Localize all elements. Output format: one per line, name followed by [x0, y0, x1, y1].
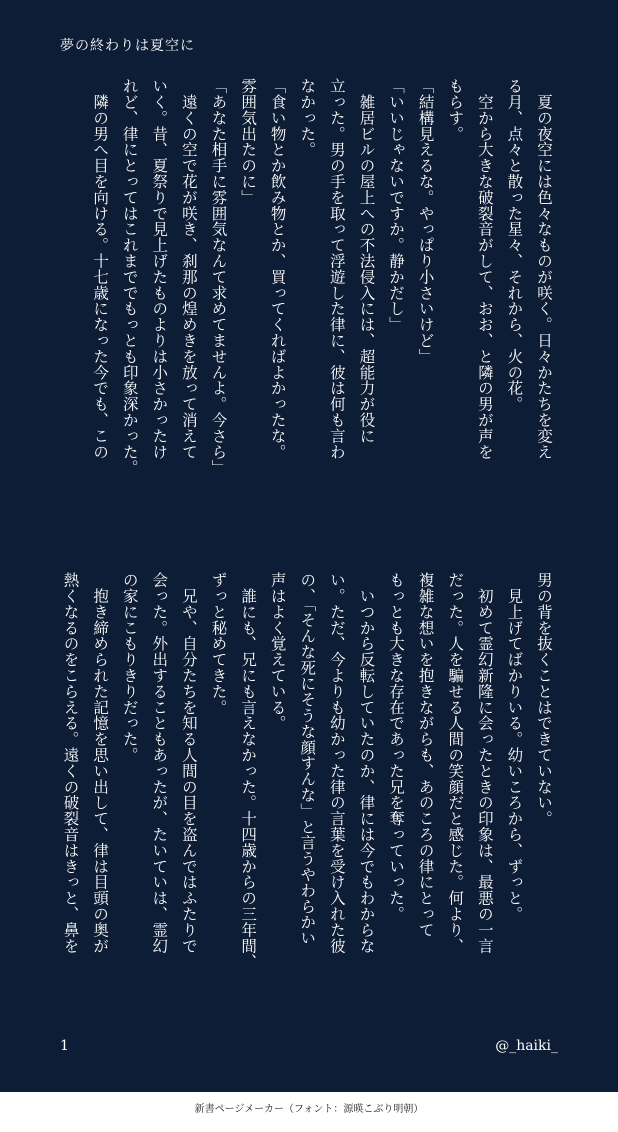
text-line: 複雑な想いを抱きながらも、あのころの律にとって: [416, 572, 435, 938]
text-line: 遠くの空で花が咲き、刹那の煌めきを放って消えて: [179, 78, 198, 460]
text-line: ずっと秘めてきた。: [209, 572, 228, 716]
text-line: 「あなた相手に雰囲気なんて求めてませんよ。今さら」: [209, 78, 228, 476]
upper-text-block: [54, 78, 558, 518]
text-line: 雰囲気出たのに」: [239, 78, 258, 206]
text-line: もらす。: [446, 78, 465, 142]
text-line: る月、点々と散った星々、それから、火の花。: [505, 78, 524, 412]
author-handle: @_haiki_: [495, 1038, 558, 1054]
text-line: 隣の男へ目を向ける。十七歳になった今でも、この: [91, 78, 110, 460]
page-number: 1: [60, 1038, 69, 1054]
text-line: の家にこもりきりだった。: [120, 572, 139, 763]
text-line: れど、律にとってはこれまででもっとも印象深かった。: [120, 78, 139, 476]
text-line: い。ただ、今よりも幼かった律の言葉を受け入れた彼: [327, 572, 346, 954]
text-line: 「いいじゃないですか。静かだし」: [387, 78, 406, 333]
text-line: いく。昔、夏祭りで見上げたものよりは小さかったけ: [150, 78, 169, 460]
text-line: 空から大きな破裂音がして、おお、と隣の男が声を: [475, 78, 494, 460]
text-line: の、「そんな死にそうな顔すんな」と言うやわらかい: [298, 572, 317, 946]
text-line: 会った。外出することもあったが、たいていは、霊幻: [150, 572, 169, 954]
text-line: 男の背を抜くことはできていない。: [535, 572, 553, 827]
text-line: 抱き締められた記憶を思い出して、律は目頭の奥が: [91, 572, 110, 954]
text-line: 雑居ビルの屋上への不法侵入には、超能力が役に: [357, 78, 376, 444]
text-line: 声はよく覚えている。: [268, 572, 287, 731]
page-title: 夢の終わりは夏空に: [60, 38, 195, 54]
text-line: 初めて霊幻新隆に会ったときの印象は、最悪の一言: [475, 572, 494, 954]
text-line: いつから反転していたのか、律には今でもわからな: [357, 572, 376, 954]
text-line: 兄や、自分たちを知る人間の目を盗んではふたりで: [179, 572, 198, 954]
text-line: もっとも大きな存在であった兄を奪っていった。: [387, 572, 406, 922]
text-line: 「結構見えるな。やっぱり小さいけど」: [416, 78, 435, 365]
text-line: 夏の夜空には色々なものが咲く。日々かたちを変え: [535, 78, 553, 460]
text-line: 見上げてばかりいる。幼いころから、ずっと。: [505, 572, 524, 922]
text-line: だった。人を騙せる人間の笑顔だと感じた。何より、: [446, 572, 465, 954]
text-line: 「食い物とか飲み物とか、買ってくればよかったな。: [268, 78, 287, 460]
text-line: 熱くなるのをこらえる。遠くの破裂音はきっと、鼻を: [61, 572, 80, 954]
text-line: 誰にも、兄にも言えなかった。十四歳からの三年間、: [239, 572, 258, 970]
lower-text-block: [54, 572, 558, 1012]
text-line: 立った。男の手を取って浮遊した律に、彼は何も言わ: [327, 78, 346, 460]
text-line: なかった。: [298, 78, 317, 158]
generator-credit: 新書ページメーカー（フォント：源暎こぶり明朝）: [194, 1104, 424, 1115]
